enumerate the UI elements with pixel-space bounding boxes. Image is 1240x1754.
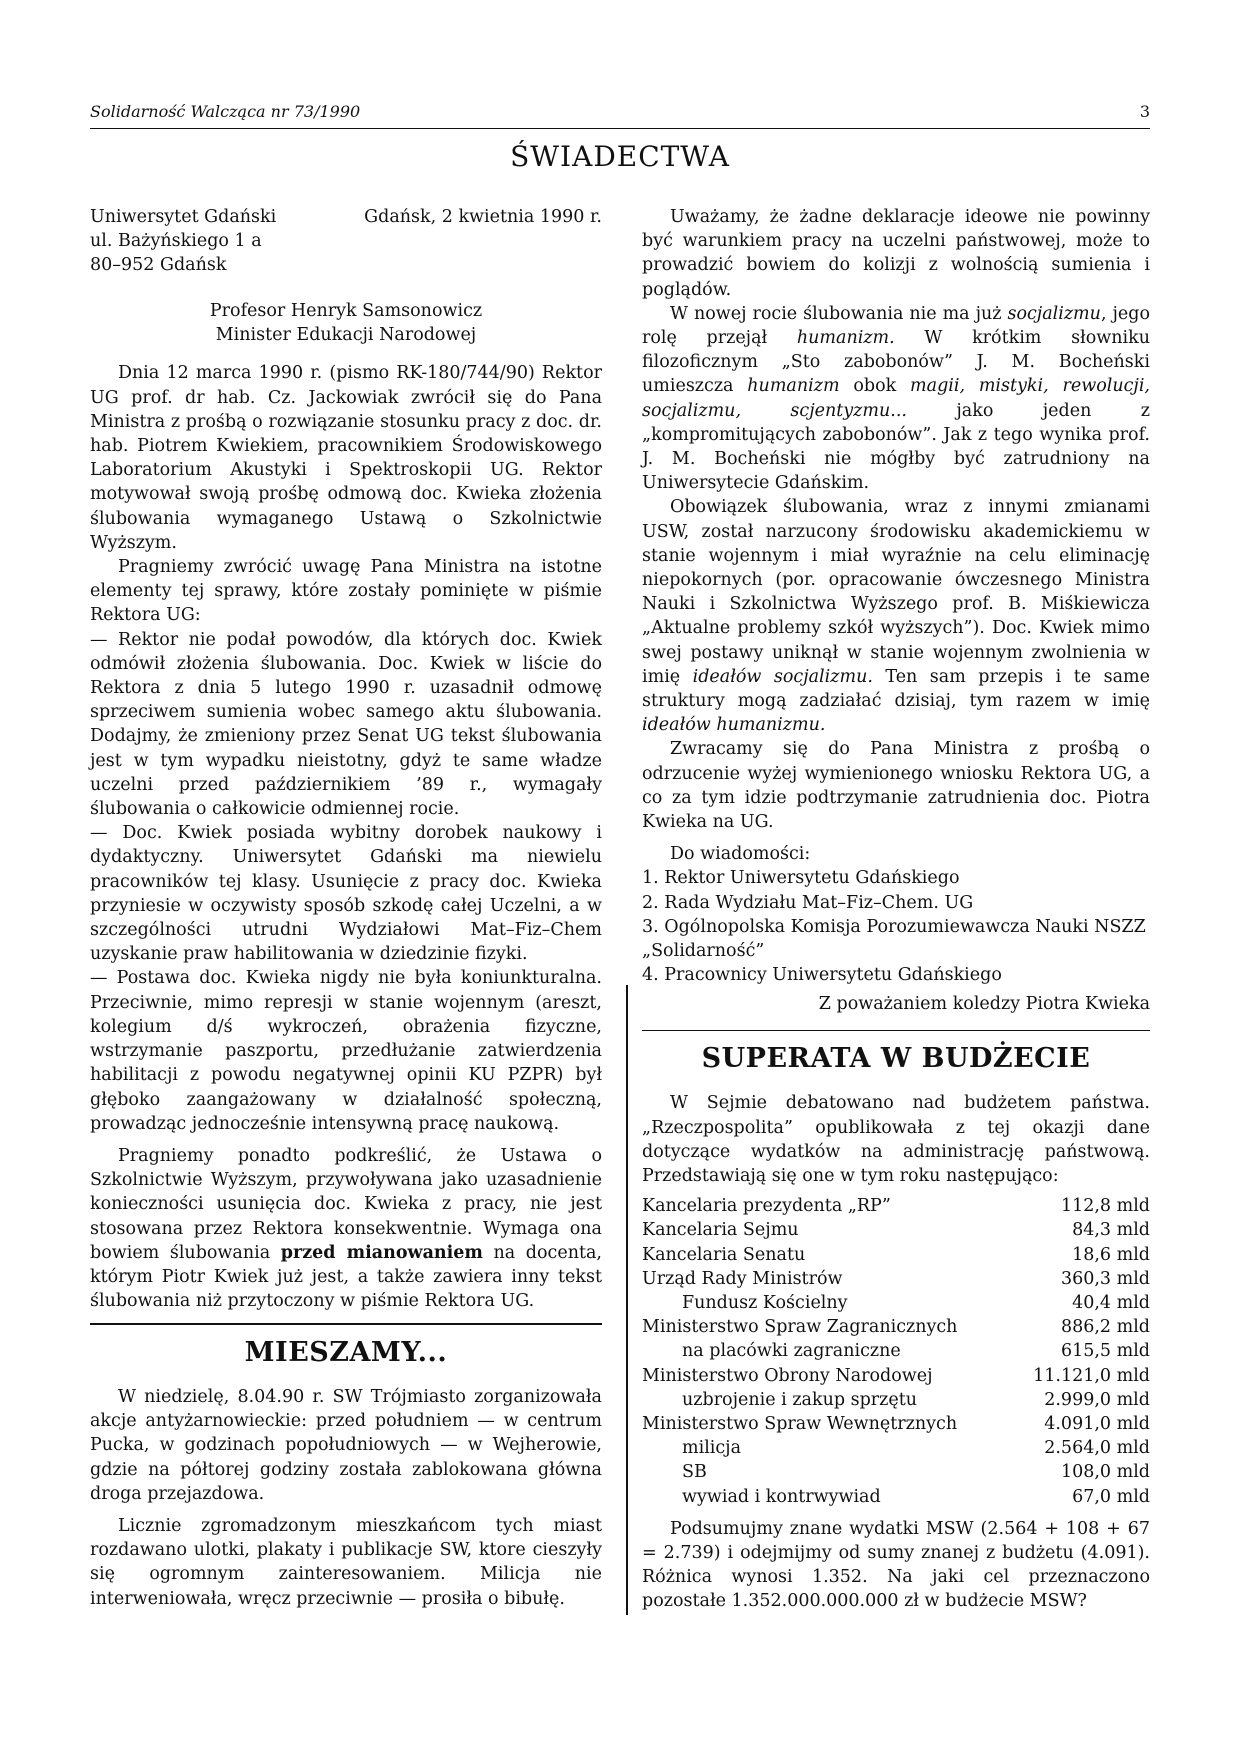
- section-title-superata: SUPERATA W BUDŻECIE: [701, 1043, 1091, 1075]
- budget-item-amount: 615,5 mld: [1060, 1341, 1150, 1362]
- budget-item-amount: 67,0 mld: [1072, 1486, 1150, 1507]
- list-item: 1. Rektor Uniwersytetu Gdańskiego: [642, 868, 960, 889]
- dash-point: — Doc. Kwiek posiada wybitny dorobek naukowy i dydaktyczny. Uniwersytet Gdański ma niewielu pracowników tej klasy. Usunięcie z pracy doc. Kwieka przyniesie w oczywisty sposób szkodę całej Uczelni, a w szczególności utrudni Wydziałowi Mat–Fiz–Chem uzyskanie praw habilitowania w dziedzinie fizyki.: [90, 823, 602, 965]
- list-item: 3. Ogólnopolska Komisja Porozumiewawcza Nauki NSZZ „Solidarność”: [642, 916, 1146, 962]
- list-item: 2. Rada Wydziału Mat–Fiz–Chem. UG: [642, 892, 974, 913]
- text-run: Ten sam przepis i te same struktury mogą zadziałać dzisiaj, tym razem w imię: [642, 666, 1150, 712]
- sender-line: ul. Bażyńskiego 1 a: [90, 231, 262, 252]
- running-header: [90, 100, 1150, 129]
- budget-row: [642, 1243, 1150, 1267]
- text-run: , jego rolę przejął: [642, 303, 1150, 349]
- section-divider: [90, 1323, 602, 1325]
- budget-row: [642, 1436, 1150, 1460]
- italic-phrase: magii, mistyki, rewolucji, socjalizmu, scjentyzmu...: [642, 376, 1150, 421]
- letter-paragraph: Pragniemy zwrócić uwagę Pana Ministra na istotne elementy tej sprawy, które zostały pominięte w piśmie Rektora UG:: [90, 557, 602, 626]
- letter-paragraph-closing: [90, 1144, 602, 1313]
- signature: Z poważaniem koledzy Piotra Kwieka: [818, 993, 1150, 1014]
- budget-item-amount: 360,3 mld: [1060, 1268, 1150, 1289]
- column-divider: [626, 985, 628, 1615]
- recipient-line: Profesor Henryk Samsonowicz: [209, 301, 483, 321]
- italic-phrase: socjalizmu: [1007, 303, 1101, 324]
- budget-item-amount: 18,6 mld: [1072, 1244, 1150, 1265]
- cc-list: [642, 866, 1150, 987]
- budget-item-amount: 84,3 mld: [1072, 1220, 1150, 1241]
- budget-row: [642, 1315, 1150, 1339]
- right-column: [642, 205, 1150, 1614]
- budget-item-name: Ministerstwo Spraw Wewnętrznych: [642, 1414, 958, 1435]
- budget-row: [642, 1291, 1150, 1315]
- budget-row: [642, 1339, 1150, 1363]
- budget-item-name: Fundusz Kościelny: [682, 1293, 848, 1314]
- budget-row: [642, 1412, 1150, 1436]
- letter-date: Gdańsk, 2 kwietnia 1990 r.: [364, 207, 602, 227]
- letter-paragraph: Uważamy, że żadne deklaracje ideowe nie powinny być warunkiem pracy na uczelni państwowej, może to prowadzić bowiem do kolizji z wolnością sumienia i poglądów.: [642, 207, 1150, 300]
- budget-item-amount: 4.091,0 mld: [1044, 1414, 1150, 1435]
- budget-item-amount: 2.999,0 mld: [1044, 1389, 1150, 1410]
- budget-row: [642, 1267, 1150, 1291]
- letter-paragraph: Dnia 12 marca 1990 r. (pismo RK-180/744/90) Rektor UG prof. dr hab. Cz. Jackowiak zwrócił się do Pana Ministra z prośbą o rozwiązanie stosunku pracy z doc. dr. hab. Piotrem Kwiekiem, pracownikiem Środowiskowego Laboratorium Akustyki i Spektroskopii UG. Rektor motywował swoją prośbę odmową doc. Kwieka złożenia ślubowania wymaganego Ustawą o Szkolnictwie Wyższym.: [90, 363, 602, 553]
- section-divider: [642, 1030, 1150, 1032]
- sender-line: 80–952 Gdańsk: [90, 255, 227, 276]
- budget-item-name: na placówki zagraniczne: [682, 1341, 901, 1362]
- text-run: Pragniemy ponadto podkreślić, że Ustawa o Szkolnictwie Wyższym, przywoływana jako uzasadnienie konieczności usunięcia doc. Kwieka z pracy, nie jest stosowana przez Rektora konsekwentnie. Wymaga ona bowiem ślubowania: [90, 1145, 602, 1263]
- budget-row: [642, 1460, 1150, 1484]
- budget-item-amount: 886,2 mld: [1060, 1317, 1150, 1338]
- budget-row: [642, 1218, 1150, 1242]
- budget-item-amount: 112,8 mld: [1060, 1196, 1150, 1217]
- italic-phrase: ideałów socjalizmu.: [692, 666, 873, 687]
- text-run: jako jeden z „kompromitujących zabobonów”. Jak z tego wynika prof. J. M. Bocheński nie mógłby być zatrudniony na Uniwersytecie Gdańskim.: [642, 400, 1150, 494]
- article-paragraph: Podsumujmy znane wydatki MSW (2.564 + 108 + 67 = 2.739) i odejmijmy od sumy znanej z budżetu (4.091). Różnica wynosi 1.352. Na jaki cel przeznaczono pozostałe 1.352.000.000.000 zł w budżecie MSW?: [642, 1518, 1150, 1612]
- text-run: W nowej rocie ślubowania nie ma już: [670, 303, 1008, 324]
- budget-item-name: Kancelaria Sejmu: [642, 1220, 799, 1241]
- budget-item-name: Urząd Rady Ministrów: [642, 1268, 843, 1289]
- section-title-mieszamy: MIESZAMY...: [244, 1336, 448, 1368]
- budget-row: [642, 1194, 1150, 1218]
- text-run: na docenta, którym Piotr Kwiek już jest, a także zawiera inny tekst ślubowania niż przytoczony w piśmie Rektora UG.: [90, 1242, 602, 1312]
- budget-item-name: Kancelaria prezydenta „RP”: [642, 1196, 891, 1217]
- letter-paragraph: [642, 495, 1150, 737]
- article-paragraph: W niedzielę, 8.04.90 r. SW Trójmiasto zorganizowała akcje antyżarnowieckie: przed południem — w centrum Pucka, w godzinach popołudniowych — w Wejherowie, gdzie na półtorej godziny została zablokowana główna droga przejazdowa.: [90, 1387, 602, 1504]
- letter-paragraph: Zwracamy się do Pana Ministra z prośbą o odrzucenie wyżej wymienionego wniosku Rektora UG, a co za tym idzie podtrzymanie zatrudnienia doc. Piotra Kwieka na UG.: [642, 739, 1150, 833]
- italic-phrase: humanizm: [747, 376, 840, 397]
- text-run: W krótkim słowniku filozoficznym „Sto zabobonów” J. M. Bocheński umieszcza: [642, 328, 1150, 397]
- budget-row: [642, 1388, 1150, 1412]
- article-paragraph: W Sejmie debatowano nad budżetem państwa. „Rzeczpospolita” opublikowała z tej okazji dane dotyczące wydatków na administrację państwową. Przedstawiają się one w tym roku następująco:: [642, 1093, 1150, 1187]
- cc-label: Do wiadomości:: [670, 844, 811, 865]
- budget-item-name: SB: [682, 1462, 707, 1483]
- budget-item-name: Ministerstwo Obrony Narodowej: [642, 1365, 933, 1386]
- letter-paragraph: [642, 302, 1150, 496]
- left-column: [90, 205, 602, 1611]
- sender-line: Uniwersytet Gdański: [90, 207, 277, 227]
- italic-phrase: humanizm.: [796, 328, 895, 349]
- list-item: 4. Pracownicy Uniwersytetu Gdańskiego: [642, 965, 1002, 986]
- sender-address: [90, 205, 276, 278]
- article-paragraph: Licznie zgromadzonym mieszkańcom tych miast rozdawano ulotki, plakaty i publikacje SW, ktore cieszyły się ogromnym zainteresowaniem. Milicja nie interweniowała, wręcz przeciwnie — prosiła o bibułę.: [90, 1516, 602, 1609]
- dash-point: — Postawa doc. Kwieka nigdy nie była koniunkturalna. Przeciwnie, mimo represji w stanie wojennym (areszt, kolegium d/ś wykroczeń, obrażenia fizyczne, wstrzymanie paszportu, przedłużanie zatwierdzenia habilitacji z powodu negatywnej opinii KU PZPR) był głęboko zaangażowany w działalność społeczną, prowadząc jednocześnie intensywną pracę naukową.: [90, 968, 602, 1134]
- budget-row: [642, 1364, 1150, 1388]
- publication-name: Solidarność Walcząca nr 73/1990: [90, 102, 361, 121]
- budget-item-amount: 2.564,0 mld: [1044, 1438, 1150, 1459]
- budget-item-amount: 108,0 mld: [1060, 1462, 1150, 1483]
- budget-row: [642, 1485, 1150, 1509]
- budget-item-name: Ministerstwo Spraw Zagranicznych: [642, 1317, 958, 1338]
- budget-item-name: uzbrojenie i zakup sprzętu: [682, 1389, 918, 1410]
- budget-item-name: milicja: [682, 1438, 742, 1459]
- text-run: obok: [839, 376, 911, 397]
- budget-item-amount: 11.121,0 mld: [1033, 1365, 1150, 1386]
- budget-item-name: Kancelaria Senatu: [642, 1244, 806, 1265]
- section-title-swiadectwa: ŚWIADECTWA: [510, 140, 730, 173]
- text-run: Obowiązek ślubowania, wraz z innymi zmianami USW, został narzucony środowisku akademickiemu w stanie wojennym i miał wyraźnie na celu eliminację niepokornych (por. opracowanie ówczesnego Ministra Nauki i Szkolnictwa Wyższego prof. B. Miśkiewicza „Aktualne problemy szkół wyższych”). Doc. Kwiek mimo swej postawy uniknął w stanie wojennym zwolnienia w imię: [642, 497, 1150, 687]
- bold-phrase: przed mianowaniem: [280, 1242, 483, 1263]
- budget-item-name: wywiad i kontrwywiad: [682, 1486, 881, 1507]
- budget-table: [642, 1194, 1150, 1509]
- budget-item-amount: 40,4 mld: [1072, 1293, 1150, 1314]
- recipient-line: Minister Edukacji Narodowej: [215, 325, 477, 346]
- italic-phrase: ideałów humanizmu.: [642, 715, 826, 736]
- recipient: [90, 299, 602, 347]
- page-number: 3: [1139, 102, 1150, 121]
- letter-heading: [90, 205, 602, 283]
- dash-point: — Rektor nie podał powodów, dla których doc. Kwiek odmówił złożenia ślubowania. Doc. Kwiek w liście do Rektora z dnia 5 lutego 1990 r. uzasadnił odmowę sprzeciwem sumienia wobec samego aktu ślubowania. Dodajmy, że zmieniony przez Senat UG tekst ślubowania jest w tym wypadku nieistotny, gdyż te same władze uczelni przed październikiem ’89 r., wymagały ślubowania o całkowicie odmiennej rocie.: [90, 629, 602, 820]
